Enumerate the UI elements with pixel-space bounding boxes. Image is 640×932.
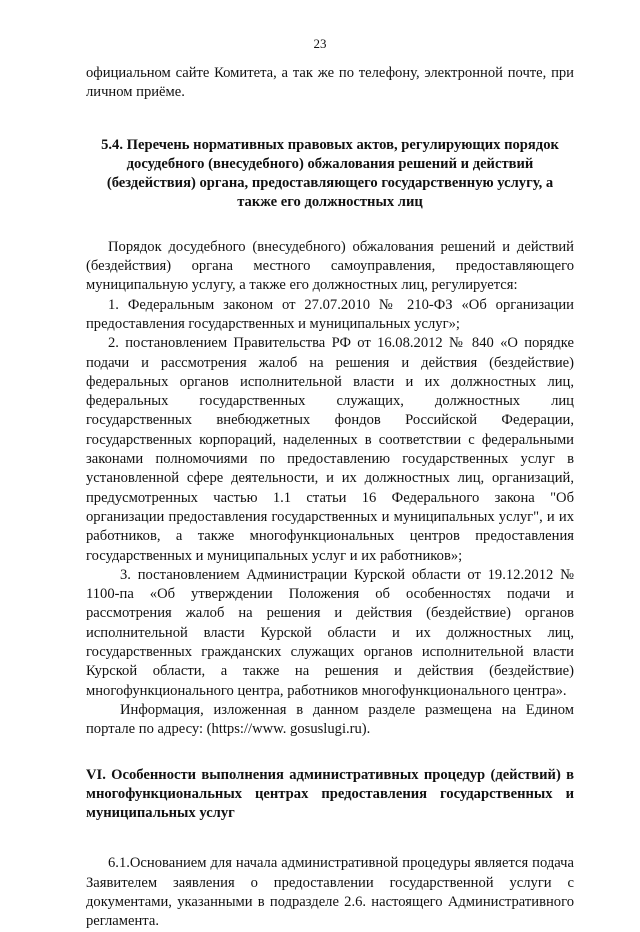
law-item-3: 3. постановлением Администрации Курской области от 19.12.2012 № 1100-па «Об утверждении Положения об особенностях подачи и рассмотрения жалоб на решения и действия (бездействие) органов исполнительной власти Курской области и их должностных лиц, государственных гражданских служащих органов исполнительной власти Курской области, а также на решения и действия (бездействие) многофункционального центра, работников многофункционального центра». [86, 566, 574, 699]
section-vi-heading: VI. Особенности выполнения административных процедур (действий) в многофункциональных центрах предоставления государственных и муниципальных услуг [86, 766, 574, 822]
paragraph-6-1: 6.1.Основанием для начала административной процедуры является подача Заявителем заявления о предоставлении государственной услуги с документами, указанными в подразделе 2.6. настоящего Административного регламента. [86, 855, 574, 930]
law-item-2: 2. постановлением Правительства РФ от 16.08.2012 № 840 «О порядке подачи и рассмотрения жалоб на решения и действия (бездействие) федеральных органов исполнительной власти и их должностных лиц, федеральных государственных служащих, должностных лиц государственных внебюджетных фондов Российской Федерации, государственных корпораций, наделенных в соответствии с федеральными законами полномочиями по предоставлению государственных услуг в установленной сфере деятельности, и их должностных лиц, организаций, предусмотренных частью 1.1 статьи 16 Федерального закона "Об организации предоставления государственных и муниципальных услуг", и их работников, а также многофункциональных центров предоставления государственных и муниципальных услуг и их работников»; [86, 335, 574, 564]
continuation-paragraph: официальном сайте Комитета, а так же по телефону, электронной почте, при личном приёме. [86, 65, 574, 101]
section-5-4-intro: Порядок досудебного (внесудебного) обжалования решений и действий (бездействия) органа местного самоуправления, предоставляющего муниципальную услугу, а также его должностных лиц, регулируется: [86, 238, 574, 294]
portal-info-paragraph: Информация, изложенная в данном разделе размещена на Едином портале по адресу: (https://www. gosuslugi.ru). [86, 701, 574, 738]
page-content [86, 64, 574, 932]
page-number: 23 [313, 36, 327, 51]
law-item-1: 1. Федеральным законом от 27.07.2010 № 210-ФЗ «Об организации предоставления государственных и муниципальных услуг»; [86, 296, 574, 332]
section-5-4-heading: 5.4. Перечень нормативных правовых актов, регулирующих порядок досудебного (внесудебного) обжалования решений и действий (бездействия) органа, предоставляющего государственную услугу, а также его должностных лиц [101, 136, 559, 211]
